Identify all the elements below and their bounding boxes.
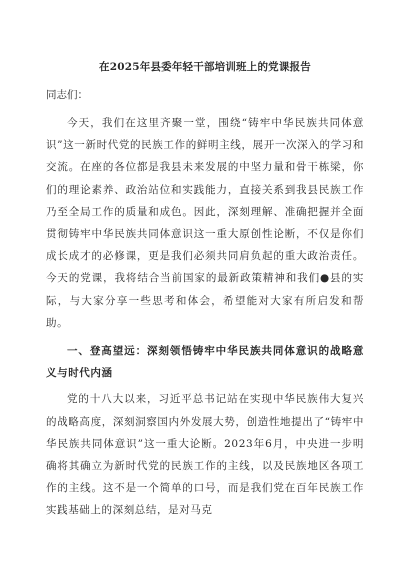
paragraph-intro: 今天，我们在这里齐聚一堂，围绕“铸牢中华民族共同体意识”这一新时代党的民族工作的鲜明主线，展开一次深入的学习和交流。在座的各位都是我县未来发展的中坚力量和骨干栋梁，你们的理论素养、政治站位和实践能力，直接关系到我县民族工作乃至全局工作的质量和成色。因此，深刻理解、准确把握并全面贯彻铸牢中华民族共同体意识这一重大原创性论断，不仅是你们成长成才的必修课，更是我们必须共同肩负起的重大政治责任。今天的党课，我将结合当前国家的最新政策精神和我们●县的实际，与大家分享一些思考和体会，希望能对大家有所启发和帮助。 xyxy=(46,117,364,329)
section-heading-1: 一、登高望远：深刻领悟铸牢中华民族共同体意识的战略意义与时代内涵 xyxy=(46,345,364,380)
paragraph-section-1: 党的十八大以来，习近平总书记站在实现中华民族伟大复兴的战略高度，深刻洞察国内外发展大势，创造性地提出了“铸牢中华民族共同体意识”这一重大论断。2023年6月，中央进一步明确将其确立为新时代党的民族工作的主线，以及民族地区各项工作的主线。这不是一个简单的口号，而是我们党在百年民族工作实践基础上的深刻总结，是对马克 xyxy=(46,393,364,517)
salutation: 同志们： xyxy=(46,89,88,101)
document-title: 在2025年县委年轻干部培训班上的党课报告 xyxy=(99,61,311,73)
